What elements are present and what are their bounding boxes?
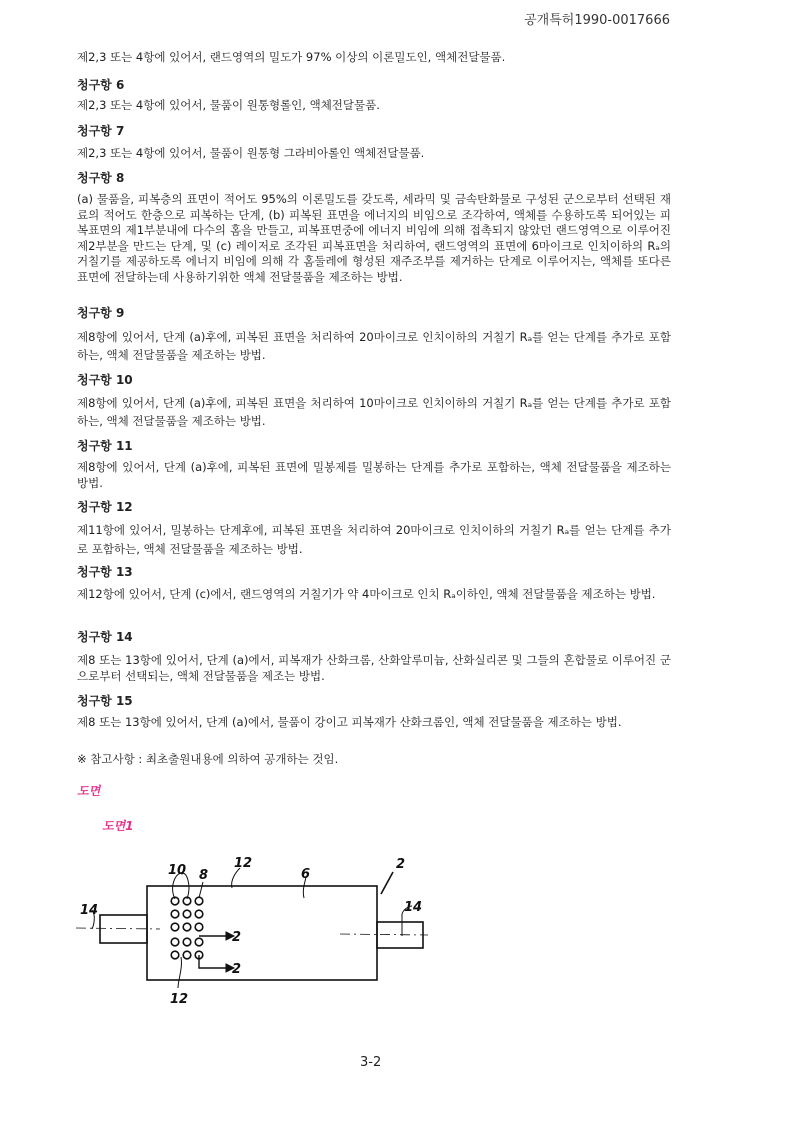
label-8: 8 <box>199 868 209 883</box>
cell-circle <box>171 951 179 959</box>
figure-1-title: 도면1 <box>102 819 134 833</box>
label-2-arrow: 2 <box>232 930 242 945</box>
label-6: 6 <box>301 867 311 882</box>
claim-heading: 청구항 14 <box>77 630 133 644</box>
claim-text: 제8 또는 13항에 있어서, 단계 (a)에서, 물품이 강이고 피복재가 산화크롬인, 액체 전달물품을 제조하는 방법. <box>77 715 622 729</box>
claim-5-text: 제2,3 또는 4항에 있어서, 랜드영역의 밀도가 97% 이상의 이론밀도인, 액체전달물품. <box>77 50 506 64</box>
claim-heading: 청구항 8 <box>77 171 125 185</box>
claim-text: 제8 또는 13항에 있어서, 단계 (a)에서, 피복재가 산화크롬, 산화알루미늄, 산화실리콘 및 그들의 혼합물로 이루어진 군으로부터 선택되는, 액체 전달물품을 제조는 방법. <box>77 653 671 683</box>
claim-text: 제8항에 있어서, 단계 (a)후에, 피복된 표면에 밀봉제를 밀봉하는 단계를 추가로 포함하는, 액체 전달물품을 제조하는 방법. <box>77 460 671 490</box>
label-14-left: 14 <box>80 903 99 918</box>
claim-text: 제2,3 또는 4항에 있어서, 물품이 원통형롤인, 액체전달물품. <box>77 98 380 112</box>
claim-text: 제2,3 또는 4항에 있어서, 물품이 원통형 그라비아롤인 액체전달물품. <box>77 146 425 160</box>
claim-heading: 청구항 12 <box>77 500 133 514</box>
label-10: 10 <box>168 863 187 878</box>
claim-heading: 청구항 13 <box>77 565 133 579</box>
label-14-right: 14 <box>404 900 423 915</box>
cell-circle <box>195 910 203 918</box>
cell-circle <box>171 910 179 918</box>
label-12-bottom: 12 <box>170 992 189 1007</box>
claim-text: 제8항에 있어서, 단계 (a)후에, 피복된 표면을 처리하여 10마이크로 인치이하의 거칠기 Rₐ를 얻는 단계를 추가로 포함하는, 액체 전달물품을 제조하는 방법. <box>77 396 671 428</box>
cell-circle <box>183 910 191 918</box>
cell-circle <box>183 923 191 931</box>
cell-circle <box>183 938 191 946</box>
label-2: 2 <box>396 857 406 872</box>
claim-heading: 청구항 6 <box>77 78 125 92</box>
leader-12-top <box>232 868 240 888</box>
document-number: 공개특허1990-0017666 <box>524 13 670 28</box>
cell-circle <box>171 938 179 946</box>
cell-circle <box>195 938 203 946</box>
claim-heading: 청구항 15 <box>77 694 133 708</box>
leader-8 <box>199 882 203 898</box>
leader-2 <box>381 872 393 894</box>
claim-heading: 청구항 7 <box>77 124 125 138</box>
claim-text: 제8항에 있어서, 단계 (a)후에, 피복된 표면을 처리하여 20마이크로 인치이하의 거칠기 Rₐ를 얻는 단계를 추가로 포함하는, 액체 전달물품을 제조하는 방법. <box>77 330 671 362</box>
leader-12-bottom <box>178 957 181 988</box>
page-number: 3-2 <box>360 1055 382 1070</box>
claim-text: 제11항에 있어서, 밀봉하는 단계후에, 피복된 표면을 처리하여 20마이크로 인치이하의 거칠기 Rₐ를 얻는 단계를 추가로 포함하는, 액체 전달물품을 제조하는 방법. <box>77 523 671 556</box>
claim-heading: 청구항 11 <box>77 439 133 453</box>
reference-note: ※ 참고사항 : 최초출원내용에 의하여 공개하는 것임. <box>77 752 339 766</box>
engraved-cells <box>171 897 203 959</box>
cell-circle <box>171 923 179 931</box>
cell-circle <box>183 951 191 959</box>
center-axis-right <box>340 934 428 935</box>
drawings-heading: 도면 <box>77 784 101 798</box>
cell-circle <box>195 923 203 931</box>
claim-text: (a) 물품을, 피복층의 표면이 적어도 95%의 이론밀도를 갖도록, 세라믹 및 금속탄화물로 구성된 군으로부터 선택된 재료의 적어도 한층으로 피복하는 단계, (b) 피복된 표면을 에너지의 비임으로 조각하여, 액체를 수용하도록 되어있는 피복표면의 제1부분내에 다수의 홈을 만들고, 피복표면중에 에너지 비임에 의해 접촉되지 않았던 랜드영역으로 이루어진 제2부분을 만드는 단계, 및 (c) 레이저로 조각된 피복표면을 처리하여, 랜드영역의 표면에 6마이크로 인치이하의 Rₐ의 거칠기를 제공하도록 에너지 비임에 의해 각 홈둘레에 형성된 재주조부를 제거하는 단계로 이루어지는, 액체를 또다른 표면에 전달하는데 사용하기위한 액체 전달물품을 제조하는 방법. <box>77 192 671 284</box>
claim-heading: 청구항 10 <box>77 373 133 387</box>
claim-text: 제12항에 있어서, 단계 (c)에서, 랜드영역의 거칠기가 약 4마이크로 인치 Rₐ이하인, 액체 전달물품을 제조하는 방법. <box>77 587 656 601</box>
cell-circle <box>195 897 203 905</box>
claim-heading: 청구항 9 <box>77 306 125 320</box>
label-2-arrow: 2 <box>232 962 242 977</box>
label-12-top: 12 <box>234 856 253 871</box>
